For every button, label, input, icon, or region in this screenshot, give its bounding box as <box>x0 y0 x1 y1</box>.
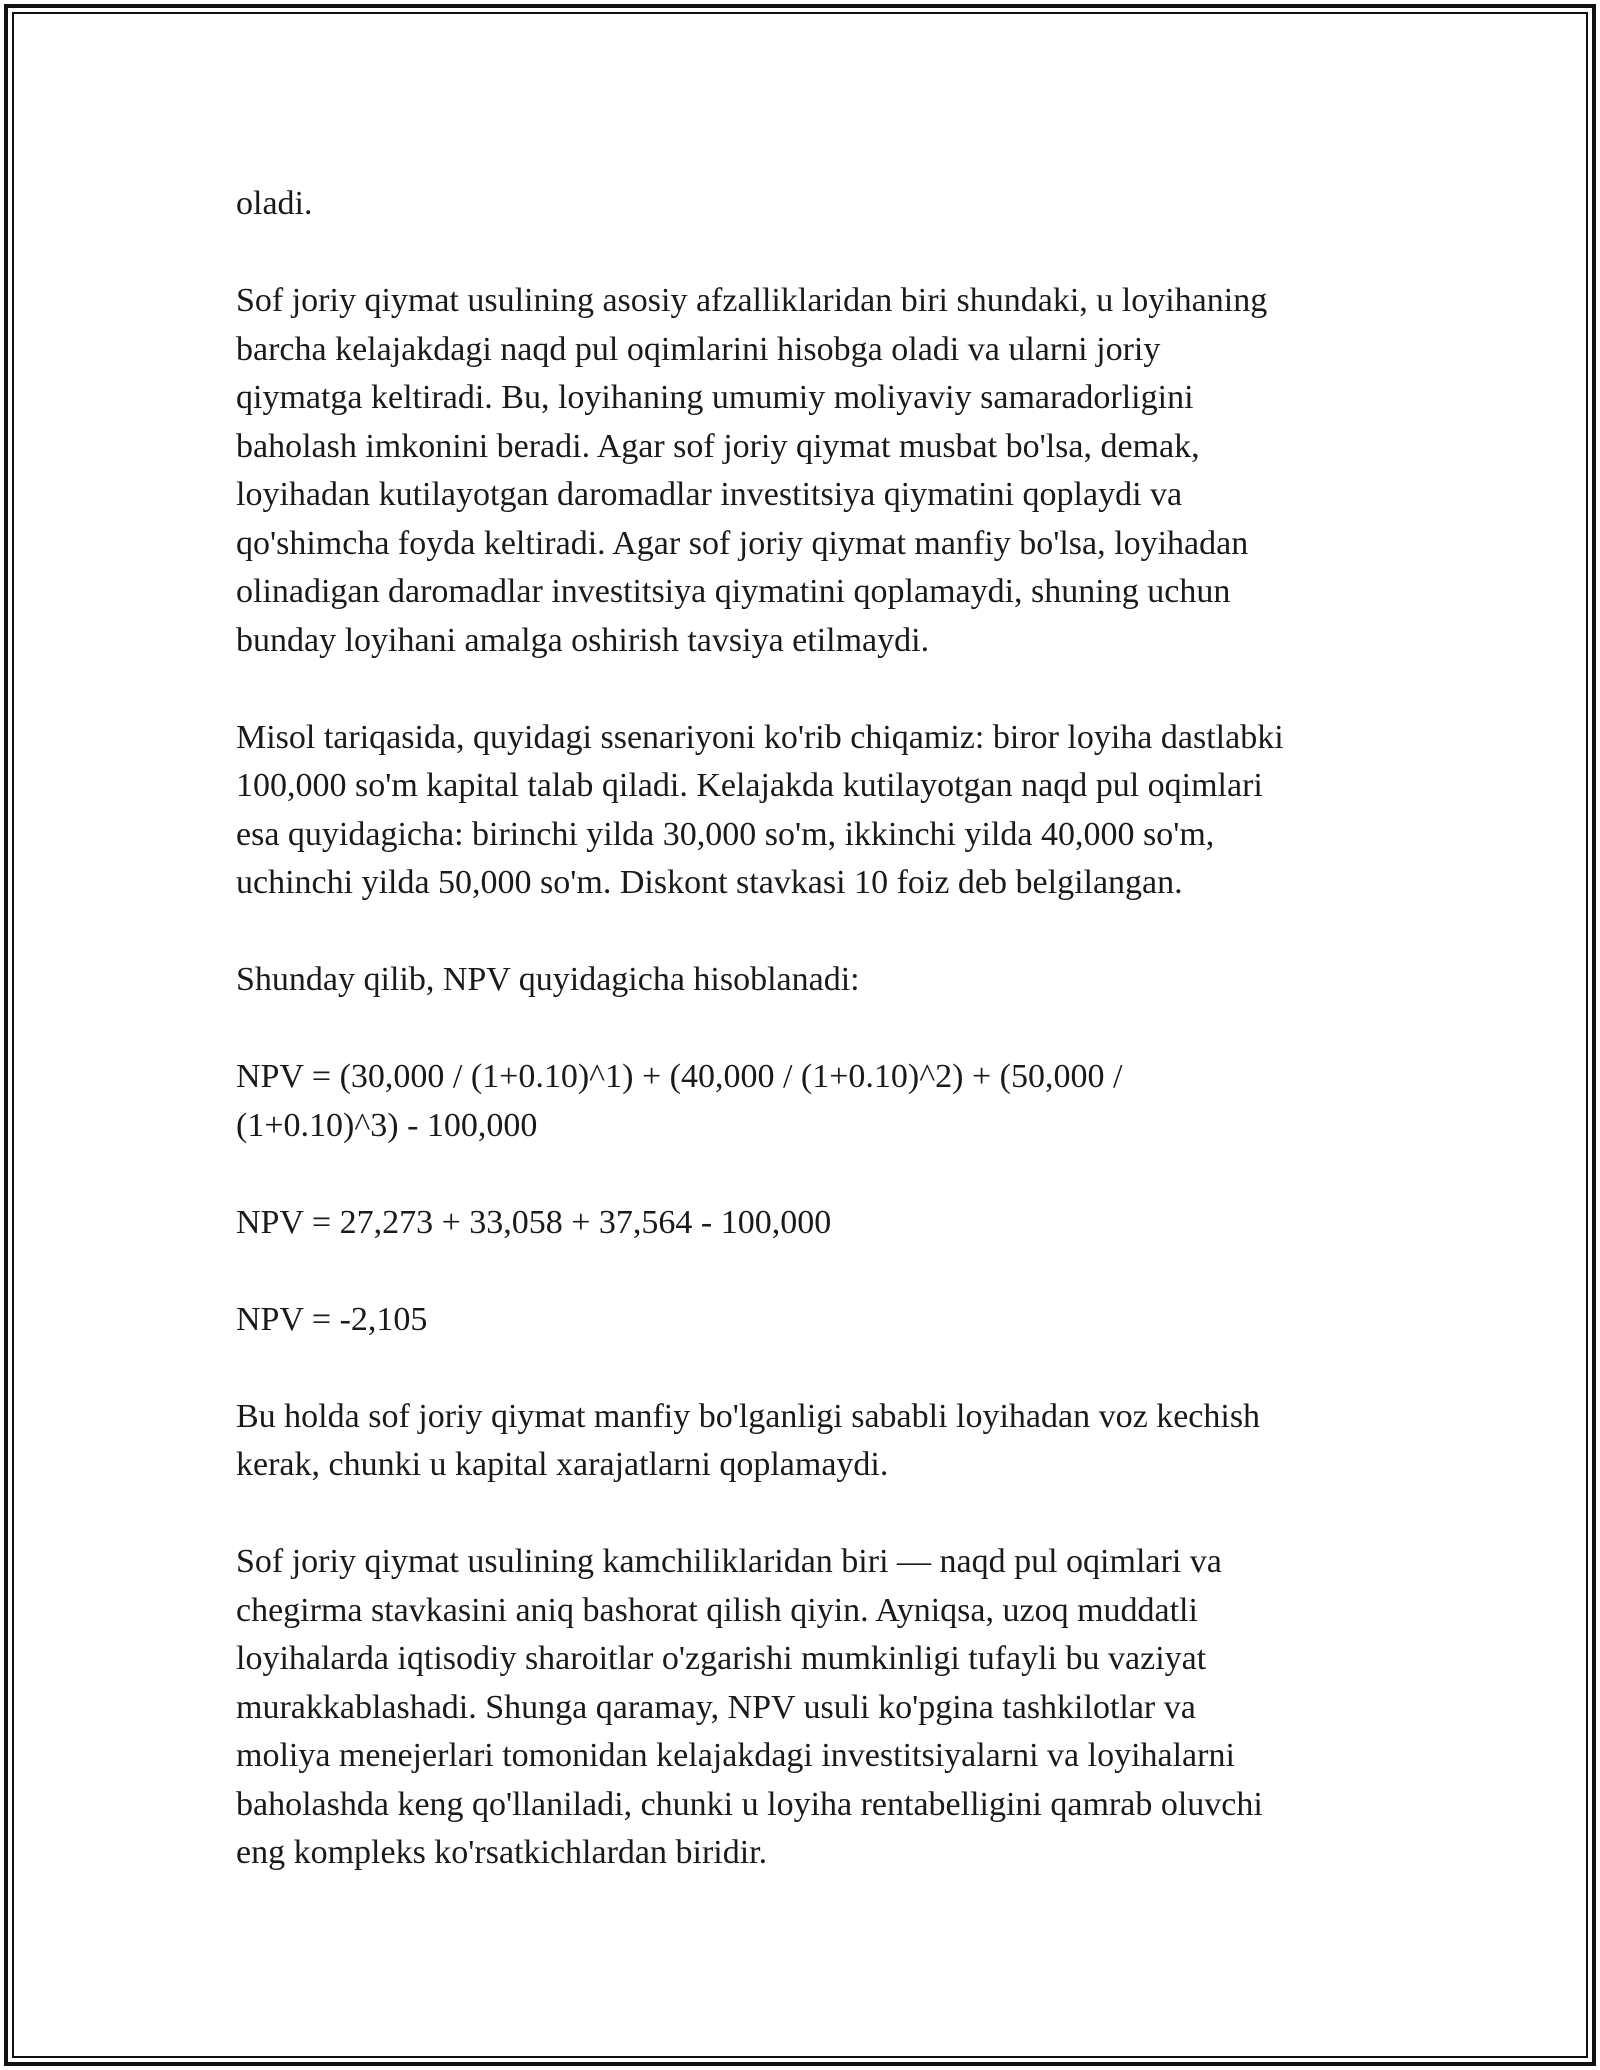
formula-npv-result: NPV = -2,105 <box>236 1300 428 1338</box>
paragraph-continuation: oladi. <box>236 185 313 222</box>
paragraph-npv-intro: Shunday qilib, NPV quyidagicha hisoblanadi: <box>236 961 860 998</box>
formula-npv-values: NPV = 27,273 + 33,058 + 37,564 - 100,000 <box>236 1203 832 1241</box>
paragraph-example-scenario: Misol tariqasida, quyidagi ssenariyoni ko'rib chiqamiz: biror loyiha dastlabki 100,000 so'm kapital talab qiladi. Kelajakda kutilayotgan naqd pul oqimlari esa quyidagicha: birinchi yilda 30,000 so'm, ikkinchi yilda 40,000 so'm, uchinchi yilda 50,000 so'm. Diskont stavkasi 10 foiz deb belgilangan. <box>236 718 1284 901</box>
document-body <box>236 180 1386 1926</box>
paragraph-conclusion: Bu holda sof joriy qiymat manfiy bo'lganligi sababli loyihadan voz kechish kerak, chunki u kapital xarajatlarni qoplamaydi. <box>236 1397 1261 1483</box>
formula-npv-expanded: NPV = (30,000 / (1+0.10)^1) + (40,000 / (1+0.10)^2) + (50,000 / (1+0.10)^3) - 100,000 <box>236 1058 1123 1144</box>
paragraph-npv-disadvantages: Sof joriy qiymat usulining kamchiliklaridan biri — naqd pul oqimlari va chegirma stavkasini aniq bashorat qilish qiyin. Ayniqsa, uzoq muddatli loyihalarda iqtisodiy sharoitlar o'zgarishi mumkinligi tufayli bu vaziyat murakkablashadi. Shunga qaramay, NPV usuli ko'pgina tashkilotlar va moliya menejerlari tomonidan kelajakdagi investitsiyalarni va loyihalarni baholashda keng qo'llaniladi, chunki u loyiha rentabelligini qamrab oluvchi eng kompleks ko'rsatkichlardan biridir. <box>236 1543 1263 1871</box>
paragraph-npv-advantages: Sof joriy qiymat usulining asosiy afzalliklaridan biri shundaki, u loyihaning barcha kelajakdagi naqd pul oqimlarini hisobga oladi va ularni joriy qiymatga keltiradi. Bu, loyihaning umumiy moliyaviy samaradorligini baholash imkonini beradi. Agar sof joriy qiymat musbat bo'lsa, demak, loyihadan kutilayotgan daromadlar investitsiya qiymatini qoplaydi va qo'shimcha foyda keltiradi. Agar sof joriy qiymat manfiy bo'lsa, loyihadan olinadigan daromadlar investitsiya qiymatini qoplamaydi, shuning uchun bunday loyihani amalga oshirish tavsiya etilmaydi. <box>236 282 1268 659</box>
